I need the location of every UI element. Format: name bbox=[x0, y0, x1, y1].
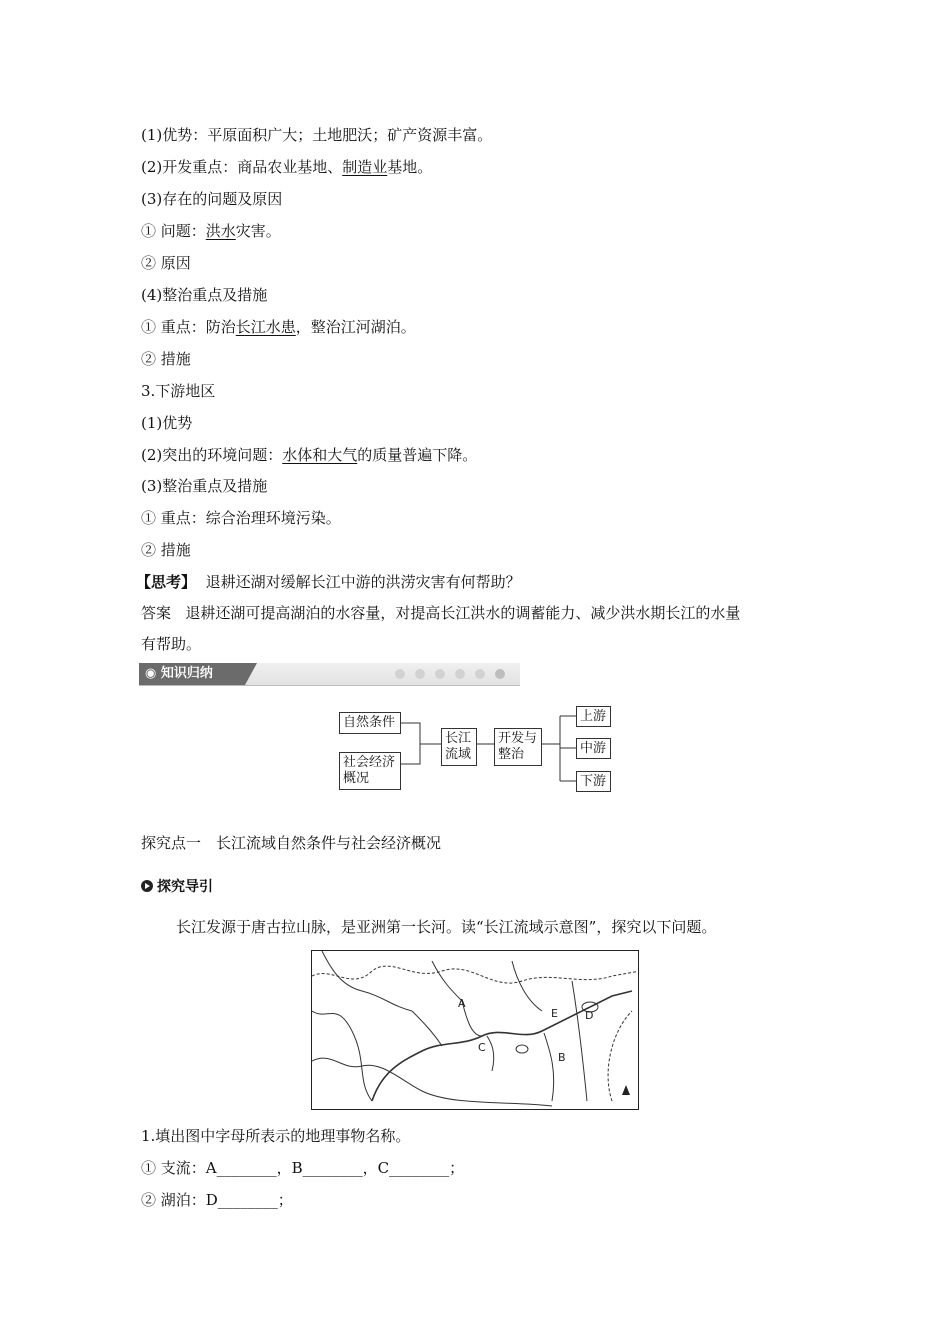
text-line: ① 重点：综合治理环境污染。 bbox=[141, 509, 341, 527]
social-economy-box: 社会经济 概况 bbox=[339, 752, 401, 790]
answer-line: 有帮助。 bbox=[141, 635, 202, 653]
banner-tab: ◉ 知识归纳 bbox=[139, 663, 245, 685]
text-line: ① 重点：防治长江水患，整治江河湖泊。 bbox=[141, 318, 416, 336]
text-line: (3)存在的问题及原因 bbox=[141, 190, 283, 208]
map-label-c: C bbox=[478, 1041, 486, 1054]
yangtze-basin-map bbox=[311, 950, 639, 1110]
text-line: (3)整治重点及措施 bbox=[141, 477, 268, 495]
text-line: (2)开发重点：商品农业基地、制造业基地。 bbox=[141, 158, 433, 176]
answer-line: 答案 退耕还湖可提高湖泊的水容量，对提高长江洪水的调蓄能力、减少洪水期长江的水量 bbox=[141, 604, 741, 622]
yangtze-basin-box: 长江 流域 bbox=[441, 728, 477, 766]
text-line: (4)整治重点及措施 bbox=[141, 286, 268, 304]
map-label-a: A bbox=[458, 997, 466, 1010]
upper-reach-box: 上游 bbox=[576, 706, 611, 727]
text-line: (1)优势 bbox=[141, 414, 193, 432]
map-label-b: B bbox=[558, 1051, 566, 1064]
map-label-d: D bbox=[585, 1009, 594, 1022]
development-box: 开发与 整治 bbox=[494, 728, 542, 766]
play-icon bbox=[141, 880, 153, 892]
question-line: 1.填出图中字母所表示的地理事物名称。 bbox=[141, 1127, 411, 1145]
text-line: ② 措施 bbox=[141, 350, 191, 368]
text-line: 3.下游地区 bbox=[141, 382, 216, 400]
question-line: ① 支流：A________，B________，C________； bbox=[141, 1159, 465, 1177]
nature-conditions-box: 自然条件 bbox=[339, 712, 401, 734]
middle-reach-box: 中游 bbox=[576, 738, 611, 759]
text-line: (2)突出的环境问题：水体和大气的质量普遍下降。 bbox=[141, 446, 478, 464]
lower-reach-box: 下游 bbox=[576, 771, 611, 792]
question-line: ② 湖泊：D________； bbox=[141, 1191, 293, 1209]
text-line: ② 原因 bbox=[141, 254, 191, 272]
text-line: ② 措施 bbox=[141, 541, 191, 559]
text-line: ① 问题：洪水灾害。 bbox=[141, 222, 281, 240]
intro-text: 长江发源于唐古拉山脉，是亚洲第一长河。读“长江流域示意图”，探究以下问题。 bbox=[176, 918, 717, 936]
think-question: 【思考】 退耕还湖对缓解长江中游的洪涝灾害有何帮助？ bbox=[136, 573, 521, 591]
guide-heading: 探究导引 bbox=[141, 876, 213, 896]
text-line: (1)优势：平原面积广大；土地肥沃；矿产资源丰富。 bbox=[141, 126, 493, 144]
map-drawing bbox=[312, 951, 639, 1110]
map-label-e: E bbox=[551, 1007, 558, 1020]
section-title: 探究点一 长江流域自然条件与社会经济概况 bbox=[141, 834, 442, 852]
